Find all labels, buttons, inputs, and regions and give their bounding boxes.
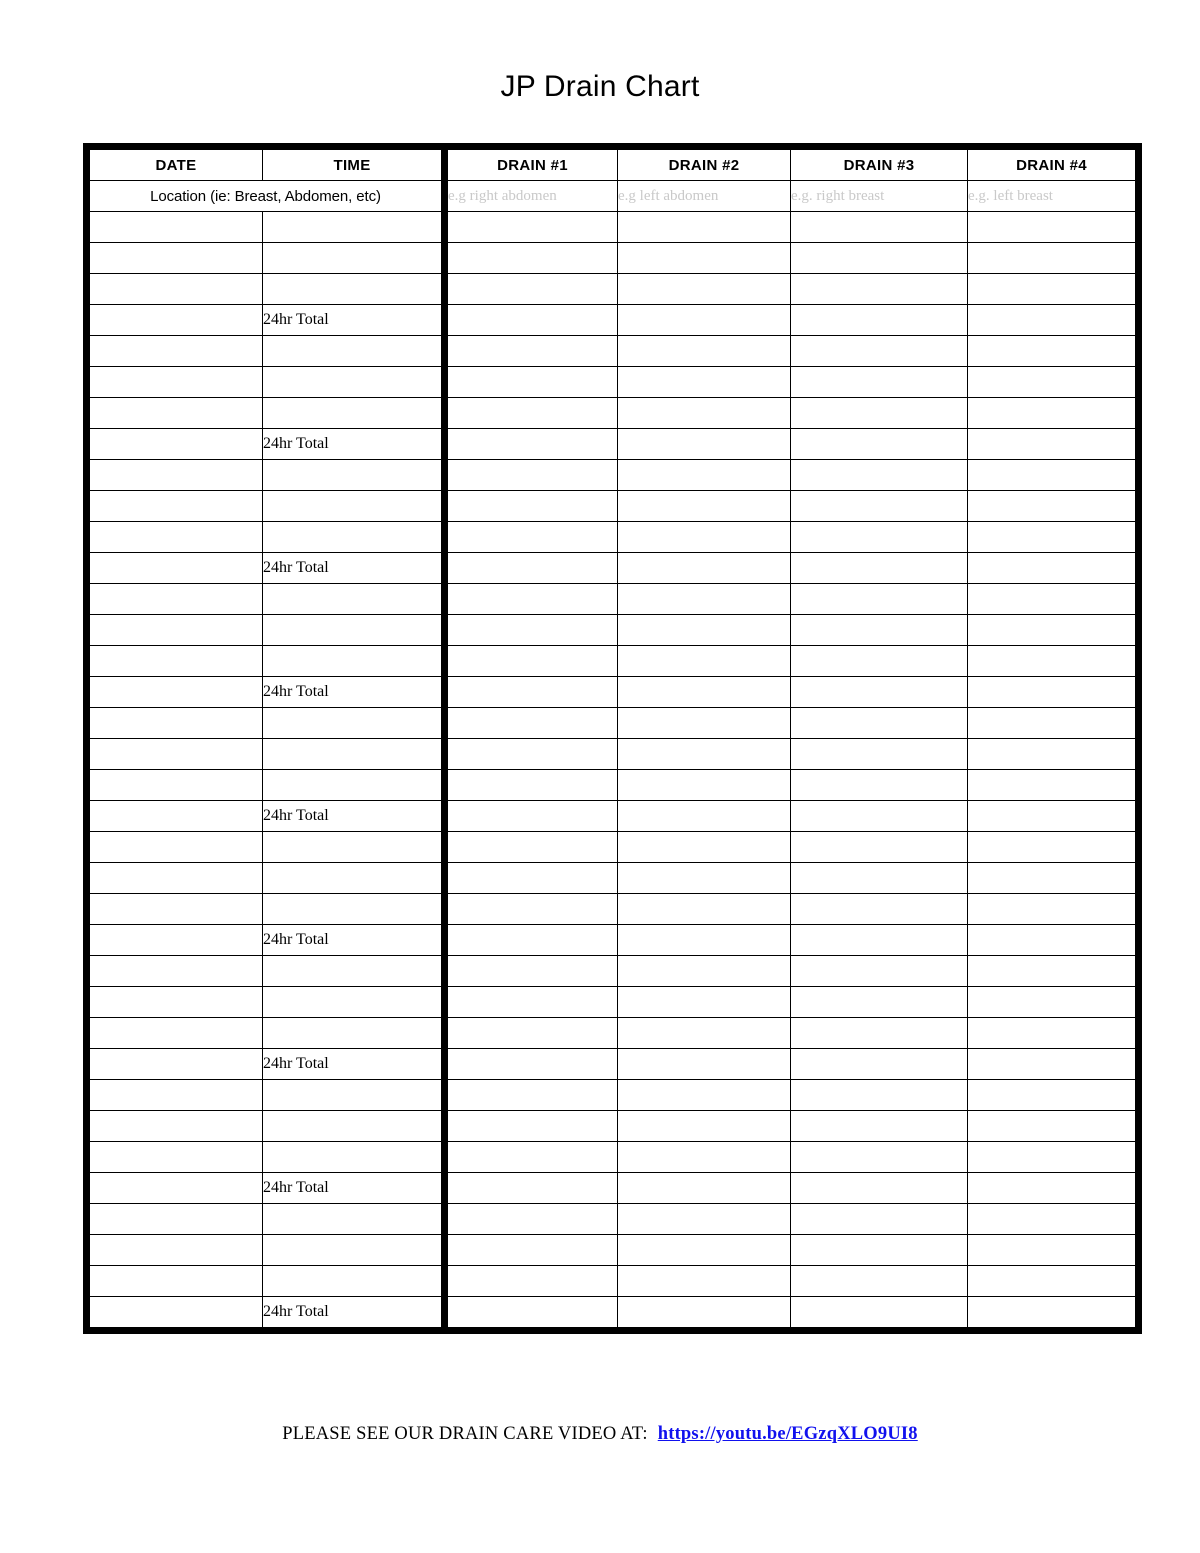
drain-3-cell[interactable] [791,429,968,460]
drain-4-cell[interactable] [968,894,1139,925]
drain-2-cell[interactable] [618,894,791,925]
table-row [87,1018,1139,1049]
drain-3-cell[interactable] [791,894,968,925]
drain-4-cell[interactable] [968,274,1139,305]
table-row [87,1266,1139,1297]
drain-1-cell[interactable] [445,367,618,398]
table-row [87,491,1139,522]
jp-drain-chart-table-container [83,143,1135,1334]
drain-2-cell[interactable] [618,553,791,584]
total-label-cell[interactable]: 24hr Total [263,305,445,336]
drain-2-cell[interactable] [618,398,791,429]
drain-1-cell[interactable] [445,243,618,274]
drain-4-cell[interactable] [968,1297,1139,1331]
drain-1-cell[interactable] [445,336,618,367]
drain-4-cell[interactable] [968,429,1139,460]
drain-3-cell[interactable] [791,1111,968,1142]
table-row [87,243,1139,274]
date-cell[interactable] [87,336,263,367]
date-cell[interactable] [87,584,263,615]
date-cell[interactable] [87,956,263,987]
drain-1-cell[interactable] [445,1173,618,1204]
time-cell[interactable] [263,956,445,987]
drain-1-cell[interactable] [445,584,618,615]
time-cell[interactable] [263,522,445,553]
total-label-cell[interactable]: 24hr Total [263,677,445,708]
date-cell[interactable] [87,863,263,894]
date-cell[interactable] [87,1266,263,1297]
drain-3-cell[interactable] [791,491,968,522]
drain-2-cell[interactable] [618,1266,791,1297]
drain-1-cell[interactable] [445,460,618,491]
time-cell[interactable] [263,615,445,646]
table-row [87,956,1139,987]
drain-3-cell[interactable] [791,398,968,429]
drain-1-cell[interactable] [445,832,618,863]
total-label-cell[interactable]: 24hr Total [263,925,445,956]
time-cell[interactable] [263,770,445,801]
time-cell[interactable] [263,584,445,615]
date-cell[interactable] [87,553,263,584]
time-cell[interactable] [263,1080,445,1111]
drain-4-cell[interactable] [968,1018,1139,1049]
drain-1-cell[interactable] [445,429,618,460]
table-row [87,367,1139,398]
drain-1-cell[interactable] [445,553,618,584]
drain-2-cell[interactable] [618,429,791,460]
drain-2-cell[interactable] [618,677,791,708]
drain-2-cell[interactable] [618,615,791,646]
time-cell[interactable] [263,243,445,274]
drain-3-cell[interactable] [791,336,968,367]
drain-1-cell[interactable] [445,677,618,708]
drain-4-cell[interactable] [968,646,1139,677]
table-row [87,863,1139,894]
time-cell[interactable] [263,1266,445,1297]
drain-3-cell[interactable] [791,708,968,739]
drain-2-cell[interactable] [618,305,791,336]
drain-2-cell[interactable] [618,460,791,491]
drain-3-cell[interactable] [791,1204,968,1235]
drain-1-cell[interactable] [445,708,618,739]
drain-2-cell[interactable] [618,739,791,770]
drain-4-cell[interactable] [968,770,1139,801]
time-cell[interactable] [263,1204,445,1235]
time-cell[interactable] [263,460,445,491]
footer [0,1424,1200,1445]
drain-3-cell[interactable] [791,1235,968,1266]
drain-2-cell[interactable] [618,646,791,677]
date-cell[interactable] [87,1142,263,1173]
total-label-cell[interactable]: 24hr Total [263,1049,445,1080]
drain-4-cell[interactable] [968,1080,1139,1111]
date-cell[interactable] [87,398,263,429]
table-row [87,894,1139,925]
date-cell[interactable] [87,491,263,522]
table-row [87,925,1139,956]
drain-2-cell[interactable] [618,1080,791,1111]
drain-2-cell[interactable] [618,274,791,305]
drain-4-cell[interactable] [968,398,1139,429]
drain-2-cell[interactable] [618,212,791,243]
drain-4-cell[interactable] [968,1266,1139,1297]
drain-1-cell[interactable] [445,1049,618,1080]
date-cell[interactable] [87,212,263,243]
time-cell[interactable] [263,863,445,894]
drain-3-cell[interactable] [791,1049,968,1080]
drain-2-cell[interactable] [618,1111,791,1142]
table-body [87,181,1139,1331]
drain-4-cell[interactable] [968,987,1139,1018]
drain-2-cell[interactable] [618,987,791,1018]
location-example-drain-2[interactable]: e.g left abdomen [618,181,791,212]
date-cell[interactable] [87,708,263,739]
drain-2-cell[interactable] [618,801,791,832]
drain-4-cell[interactable] [968,243,1139,274]
drain-2-cell[interactable] [618,1204,791,1235]
date-cell[interactable] [87,305,263,336]
drain-1-cell[interactable] [445,801,618,832]
drain-4-cell[interactable] [968,1173,1139,1204]
drain-4-cell[interactable] [968,1049,1139,1080]
date-cell[interactable] [87,987,263,1018]
drain-4-cell[interactable] [968,1111,1139,1142]
time-cell[interactable] [263,832,445,863]
drain-3-cell[interactable] [791,1018,968,1049]
drain-2-cell[interactable] [618,584,791,615]
drain-4-cell[interactable] [968,739,1139,770]
drain-1-cell[interactable] [445,925,618,956]
drain-3-cell[interactable] [791,1142,968,1173]
drain-4-cell[interactable] [968,367,1139,398]
drain-4-cell[interactable] [968,615,1139,646]
location-row [87,181,1139,212]
date-cell[interactable] [87,925,263,956]
table-row [87,1049,1139,1080]
drain-3-cell[interactable] [791,956,968,987]
total-label-cell[interactable]: 24hr Total [263,429,445,460]
location-example-drain-3[interactable]: e.g. right breast [791,181,968,212]
location-label: Location (ie: Breast, Abdomen, etc) [87,181,445,212]
table-row [87,1173,1139,1204]
drain-1-cell[interactable] [445,1142,618,1173]
date-cell[interactable] [87,801,263,832]
drain-2-cell[interactable] [618,522,791,553]
table-row [87,522,1139,553]
date-cell[interactable] [87,429,263,460]
drain-3-cell[interactable] [791,646,968,677]
table-row [87,708,1139,739]
drain-3-cell[interactable] [791,1080,968,1111]
table-row [87,305,1139,336]
drain-2-cell[interactable] [618,491,791,522]
drain-4-cell[interactable] [968,832,1139,863]
total-label-cell[interactable]: 24hr Total [263,801,445,832]
drain-3-cell[interactable] [791,987,968,1018]
drain-2-cell[interactable] [618,770,791,801]
column-header-drain-3: DRAIN #3 [791,147,968,181]
drain-1-cell[interactable] [445,1018,618,1049]
drain-4-cell[interactable] [968,491,1139,522]
time-cell[interactable] [263,1235,445,1266]
time-cell[interactable] [263,398,445,429]
time-cell[interactable] [263,367,445,398]
drain-1-cell[interactable] [445,1080,618,1111]
drain-1-cell[interactable] [445,615,618,646]
date-cell[interactable] [87,243,263,274]
table-row [87,739,1139,770]
drain-2-cell[interactable] [618,1049,791,1080]
date-cell[interactable] [87,274,263,305]
drain-1-cell[interactable] [445,1204,618,1235]
drain-4-cell[interactable] [968,801,1139,832]
jp-drain-chart-table [83,143,1142,1334]
drain-1-cell[interactable] [445,491,618,522]
drain-4-cell[interactable] [968,1142,1139,1173]
table-row [87,336,1139,367]
time-cell[interactable] [263,336,445,367]
column-header-drain-2: DRAIN #2 [618,147,791,181]
drain-3-cell[interactable] [791,801,968,832]
date-cell[interactable] [87,615,263,646]
time-cell[interactable] [263,739,445,770]
column-header-drain-4: DRAIN #4 [968,147,1139,181]
time-cell[interactable] [263,274,445,305]
drain-1-cell[interactable] [445,1266,618,1297]
drain-1-cell[interactable] [445,956,618,987]
drain-4-cell[interactable] [968,584,1139,615]
drain-1-cell[interactable] [445,894,618,925]
drain-1-cell[interactable] [445,522,618,553]
total-label-cell[interactable]: 24hr Total [263,1173,445,1204]
drain-4-cell[interactable] [968,336,1139,367]
date-cell[interactable] [87,739,263,770]
drain-1-cell[interactable] [445,305,618,336]
table-row [87,398,1139,429]
date-cell[interactable] [87,1297,263,1331]
drain-3-cell[interactable] [791,522,968,553]
time-cell[interactable] [263,708,445,739]
time-cell[interactable] [263,212,445,243]
drain-3-cell[interactable] [791,305,968,336]
location-example-drain-4[interactable]: e.g. left breast [968,181,1139,212]
drain-3-cell[interactable] [791,367,968,398]
drain-4-cell[interactable] [968,925,1139,956]
drain-4-cell[interactable] [968,1235,1139,1266]
location-example-drain-1[interactable]: e.g right abdomen [445,181,618,212]
time-cell[interactable] [263,491,445,522]
drain-3-cell[interactable] [791,243,968,274]
drain-3-cell[interactable] [791,1297,968,1331]
date-cell[interactable] [87,1080,263,1111]
table-row [87,1204,1139,1235]
drain-4-cell[interactable] [968,1204,1139,1235]
table-row [87,1142,1139,1173]
table-row [87,646,1139,677]
date-cell[interactable] [87,894,263,925]
drain-2-cell[interactable] [618,1235,791,1266]
table-row [87,584,1139,615]
time-cell[interactable] [263,1111,445,1142]
drain-4-cell[interactable] [968,553,1139,584]
table-row [87,460,1139,491]
drain-3-cell[interactable] [791,274,968,305]
drain-1-cell[interactable] [445,987,618,1018]
table-row [87,677,1139,708]
table-row [87,274,1139,305]
drain-2-cell[interactable] [618,1173,791,1204]
drain-3-cell[interactable] [791,615,968,646]
drain-3-cell[interactable] [791,925,968,956]
drain-4-cell[interactable] [968,708,1139,739]
time-cell[interactable] [263,894,445,925]
drain-1-cell[interactable] [445,212,618,243]
footer-text: PLEASE SEE OUR DRAIN CARE VIDEO AT: [282,1424,648,1444]
table-row [87,615,1139,646]
drain-2-cell[interactable] [618,336,791,367]
drain-4-cell[interactable] [968,677,1139,708]
time-cell[interactable] [263,646,445,677]
drain-1-cell[interactable] [445,398,618,429]
table-row [87,429,1139,460]
date-cell[interactable] [87,1173,263,1204]
drain-3-cell[interactable] [791,739,968,770]
drain-2-cell[interactable] [618,1142,791,1173]
drain-3-cell[interactable] [791,460,968,491]
drain-4-cell[interactable] [968,863,1139,894]
drain-4-cell[interactable] [968,956,1139,987]
date-cell[interactable] [87,367,263,398]
date-cell[interactable] [87,770,263,801]
drain-2-cell[interactable] [618,863,791,894]
drain-1-cell[interactable] [445,863,618,894]
date-cell[interactable] [87,1204,263,1235]
drain-1-cell[interactable] [445,1235,618,1266]
drain-2-cell[interactable] [618,708,791,739]
column-header-time: TIME [263,147,445,181]
column-header-drain-1: DRAIN #1 [445,147,618,181]
drain-3-cell[interactable] [791,1266,968,1297]
table-header-row [87,147,1139,181]
table-row [87,553,1139,584]
drain-3-cell[interactable] [791,863,968,894]
drain-3-cell[interactable] [791,832,968,863]
drain-4-cell[interactable] [968,522,1139,553]
drain-2-cell[interactable] [618,367,791,398]
date-cell[interactable] [87,646,263,677]
drain-2-cell[interactable] [618,1018,791,1049]
table-row [87,1080,1139,1111]
table-row [87,801,1139,832]
drain-3-cell[interactable] [791,770,968,801]
drain-3-cell[interactable] [791,553,968,584]
time-cell[interactable] [263,1018,445,1049]
date-cell[interactable] [87,1018,263,1049]
table-row [87,987,1139,1018]
drain-2-cell[interactable] [618,243,791,274]
date-cell[interactable] [87,1049,263,1080]
drain-2-cell[interactable] [618,956,791,987]
drain-1-cell[interactable] [445,1111,618,1142]
date-cell[interactable] [87,460,263,491]
drain-3-cell[interactable] [791,1173,968,1204]
drain-3-cell[interactable] [791,584,968,615]
table-row [87,770,1139,801]
drain-care-video-link[interactable]: https://youtu.be/EGzqXLO9UI8 [657,1424,918,1444]
drain-1-cell[interactable] [445,274,618,305]
page-title: JP Drain Chart [500,70,700,103]
column-header-date: DATE [87,147,263,181]
time-cell[interactable] [263,987,445,1018]
date-cell[interactable] [87,832,263,863]
drain-2-cell[interactable] [618,832,791,863]
total-label-cell[interactable]: 24hr Total [263,1297,445,1331]
drain-3-cell[interactable] [791,212,968,243]
drain-2-cell[interactable] [618,1297,791,1331]
date-cell[interactable] [87,1111,263,1142]
table-row [87,1111,1139,1142]
date-cell[interactable] [87,1235,263,1266]
table-row [87,832,1139,863]
table-row [87,1235,1139,1266]
drain-4-cell[interactable] [968,212,1139,243]
drain-4-cell[interactable] [968,460,1139,491]
table-row [87,1297,1139,1331]
drain-1-cell[interactable] [445,739,618,770]
table-row [87,212,1139,243]
drain-4-cell[interactable] [968,305,1139,336]
total-label-cell[interactable]: 24hr Total [263,553,445,584]
date-cell[interactable] [87,677,263,708]
drain-1-cell[interactable] [445,1297,618,1331]
drain-3-cell[interactable] [791,677,968,708]
drain-1-cell[interactable] [445,770,618,801]
drain-1-cell[interactable] [445,646,618,677]
drain-2-cell[interactable] [618,925,791,956]
date-cell[interactable] [87,522,263,553]
time-cell[interactable] [263,1142,445,1173]
